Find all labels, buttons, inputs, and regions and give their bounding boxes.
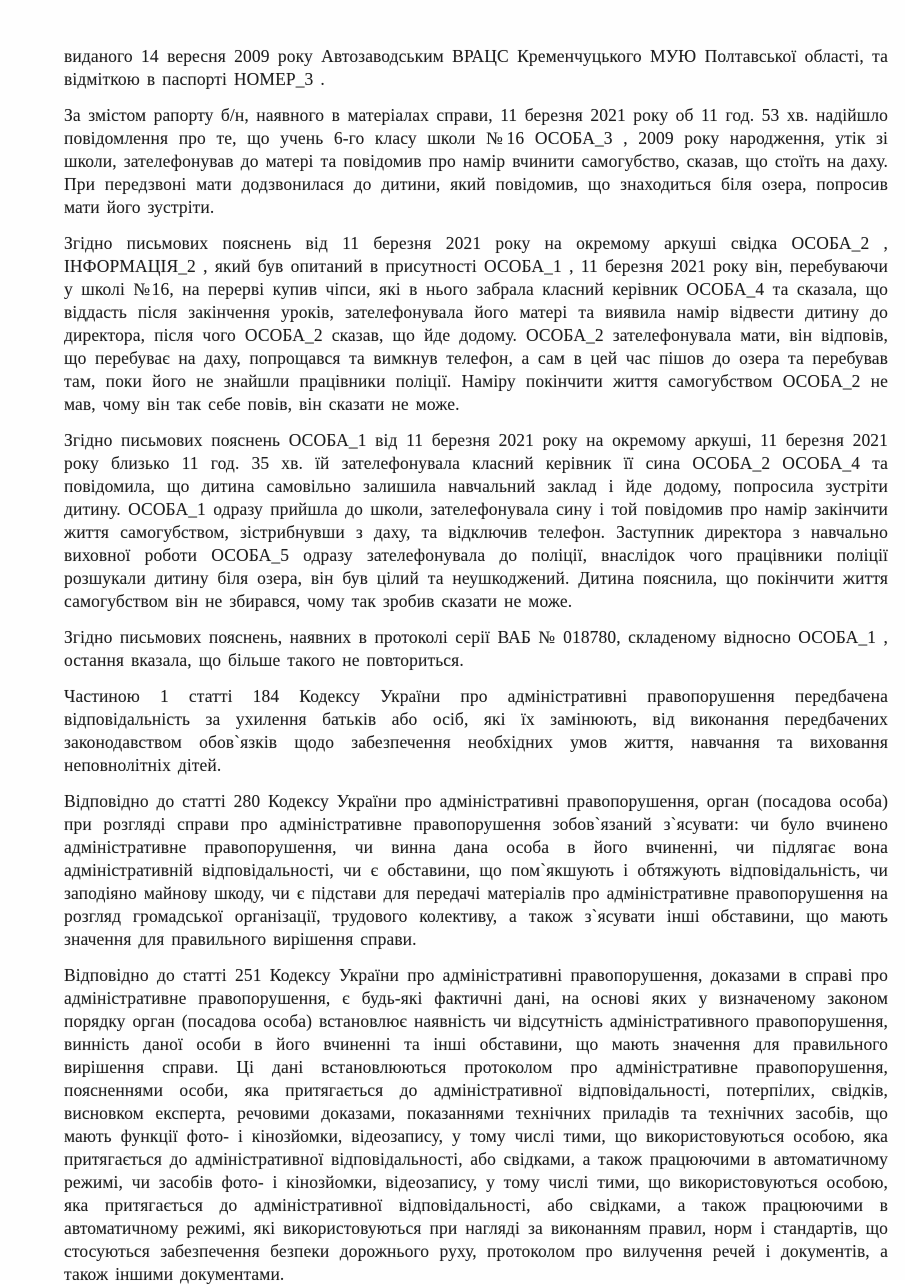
document-paragraph: Згідно письмових пояснень ОСОБА_1 від 11 березня 2021 року на окремому аркуші, 11 березня 2021 року близько 11 год. 35 хв. їй зателефонувала класний керівник її сина ОСОБА_2 ОСОБА_4 та повідомила, що дитина самовільно залишила навчальний заклад і йде додому, попросила зустріти дитину. ОСОБА_1 одразу прийшла до школи, зателефонувала сину і той повідомив про намір закінчити життя самогубством, зістрибнувши з даху, та відключив телефон. Заступник директора з навчально виховної роботи ОСОБА_5 одразу зателефонувала до поліції, внаслідок чого працівники поліції розшукали дитину біля озера, він був цілий та неушкоджений. Дитина пояснила, що покінчити життя самогубством він не збирався, чому так зробив сказати не може. (64, 430, 888, 611)
document-paragraph: Частиною 1 статті 184 Кодексу України про адміністративні правопорушення передбачена відповідальність за ухилення батьків або осіб, які їх замінюють, від виконання передбачених законодавством обов`язків щодо забезпечення необхідних умов життя, навчання та виховання неповнолітніх дітей. (64, 686, 888, 775)
document-paragraph: виданого 14 вересня 2009 року Автозаводським ВРАЦС Кременчуцького МУЮ Полтавської області, та відміткою в паспорті НОМЕР_3 . (64, 46, 888, 89)
document-paragraph: Згідно письмових пояснень від 11 березня 2021 року на окремому аркуші свідка ОСОБА_2 , ІНФОРМАЦІЯ_2 , який був опитаний в присутності ОСОБА_1 , 11 березня 2021 року він, перебуваючи у школі №16, на перерві купив чіпси, які в нього забрала класний керівник ОСОБА_4 та сказала, що віддасть після закінчення уроків, зателефонувала його матері та виявила намір відвести дитину до директора, після чого ОСОБА_2 сказав, що йде додому. ОСОБА_2 зателефонувала мати, він відповів, що перебуває на даху, попрощався та вимкнув телефон, а сам в цей час пішов до озера та перебував там, поки його не знайшли працівники поліції. Наміру покінчити життя самогубством ОСОБА_2 не мав, чому він так себе повів, він сказати не може. (64, 233, 888, 414)
document-paragraph: Відповідно до статті 251 Кодексу України про адміністративні правопорушення, доказами в справі про адміністративне правопорушення, є будь-які фактичні дані, на основі яких у визначеному законом порядку орган (посадова особа) встановлює наявність чи відсутність адміністративного правопорушення, винність даної особи в його вчиненні та інші обставини, що мають значення для правильного вирішення справи. Ці дані встановлюються протоколом про адміністративне правопорушення, поясненнями особи, яка притягається до адміністративної відповідальності, потерпілих, свідків, висновком експерта, речовими доказами, показаннями технічних приладів та технічних засобів, що мають функції фото- і кінозйомки, відеозапису, у тому числі тими, що використовуються особою, яка притягається до адміністративної відповідальності, або свідками, а також працюючими в автоматичному режимі, чи засобів фото- і кінозйомки, відеозапису, у тому числі тими, що використовуються особою, яка притягається до адміністративної відповідальності, або свідками, а також працюючими в автоматичному режимі, які використовуються при нагляді за виконанням правил, норм і стандартів, що стосуються забезпечення безпеки дорожнього руху, протоколом про вилучення речей і документів, а також іншими документами. (64, 965, 888, 1284)
document-paragraph: Згідно письмових пояснень, наявних в протоколі серії ВАБ № 018780, складеному відносно ОСОБА_1 , остання вказала, що більше такого не повториться. (64, 627, 888, 670)
document-paragraph: Відповідно до статті 280 Кодексу України про адміністративні правопорушення, орган (посадова особа) при розгляді справи про адміністративне правопорушення зобов`язаний з`ясувати: чи було вчинено адміністративне правопорушення, чи винна дана особа в його вчиненні, чи підлягає вона адміністративній відповідальності, чи є обставини, що пом`якшують і обтяжують відповідальність, чи заподіяно майнову шкоду, чи є підстави для передачі матеріалів про адміністративне правопорушення на розгляд громадської організації, трудового колективу, а також з`ясувати інші обставини, що мають значення для правильного вирішення справи. (64, 791, 888, 949)
document-text-block (64, 45, 888, 1286)
document-paragraph: За змістом рапорту б/н, наявного в матеріалах справи, 11 березня 2021 року об 11 год. 53 хв. надійшло повідомлення про те, що учень 6-го класу школи №16 ОСОБА_3 , 2009 року народження, утік зі школи, зателефонував до матері та повідомив про намір вчинити самогубство, сказав, що стоїть на даху. При передзвоні мати додзвонилася до дитини, який повідомив, що знаходиться біля озера, попросив мати його зустріти. (64, 105, 888, 217)
